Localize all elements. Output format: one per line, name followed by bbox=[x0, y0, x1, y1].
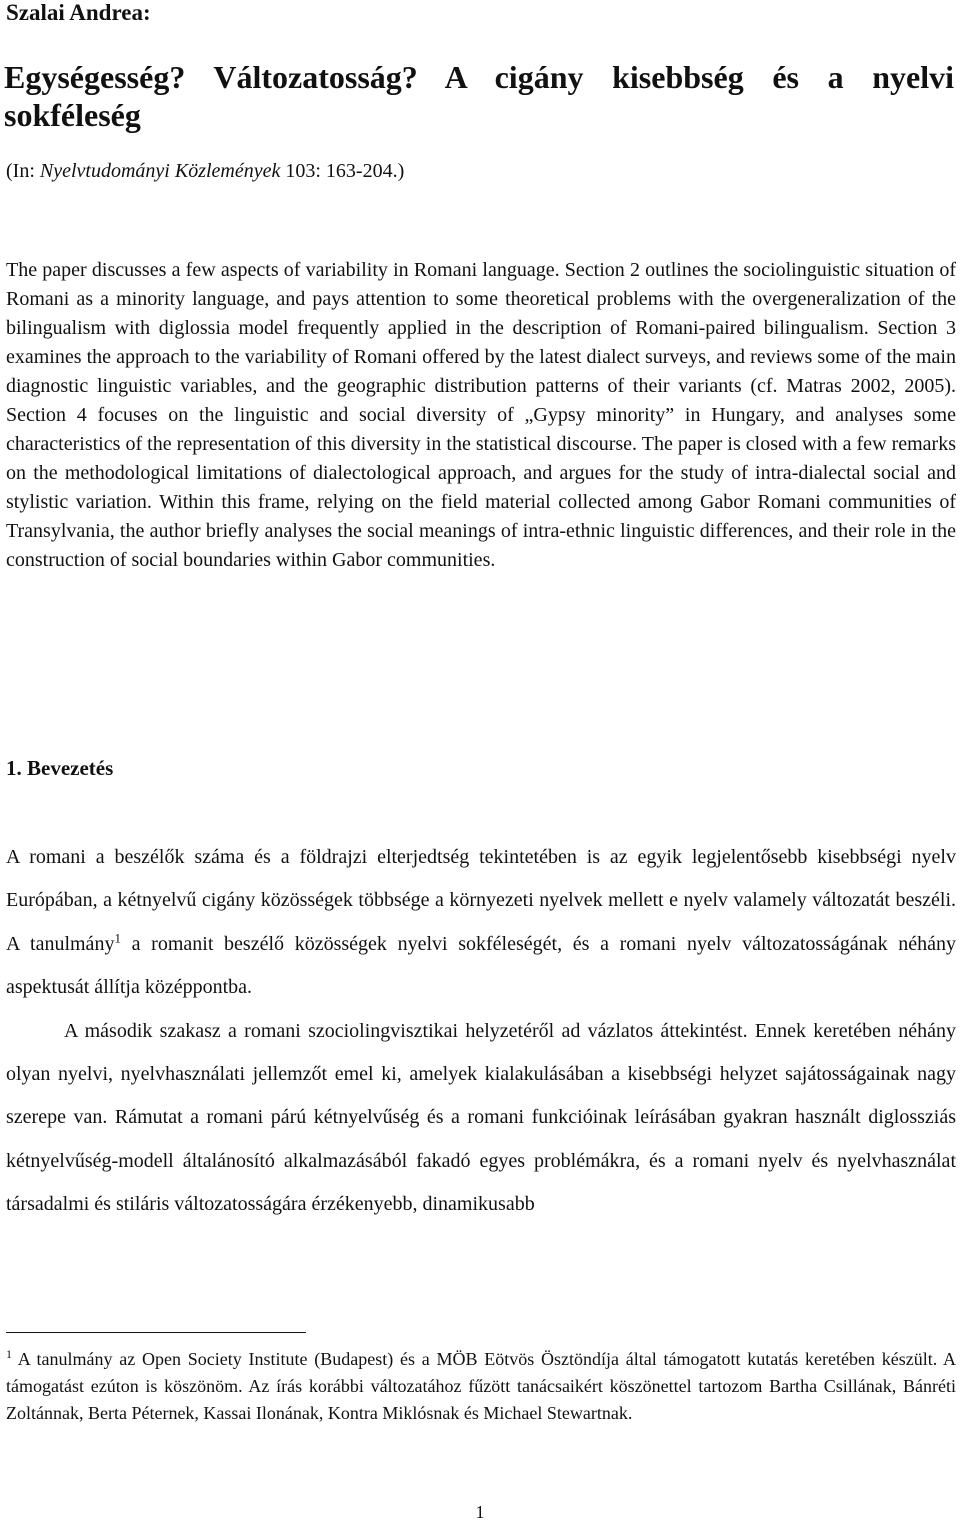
citation-journal: Nyelvtudományi Közlemények bbox=[39, 160, 281, 182]
section-heading: 1. Bevezetés bbox=[6, 756, 114, 780]
footnote-text: A tanulmány az Open Society Institute (Budapest) és a MÖB Eötvös Ösztöndíja által támogatott kutatás keretében készült. A támogatást ezúton is köszönöm. Az írás korábbi változatához fűzött tanácsaikért köszönettel tartozom Bartha Csillának, Bánréti Zoltánnak, Berta Péternek, Kassai Ilonának, Kontra Miklósnak és Michael Stewartnak. bbox=[6, 1349, 956, 1423]
paper-title-line-1: Egységesség? Változatosság? A cigány kisebbség és a nyelvi bbox=[4, 59, 954, 95]
paragraph-1-end: a romanit beszélő közösségek nyelvi sokféleségét, és a romani nyelv változatosságának néhány aspektusát állítja középpontba. bbox=[6, 932, 957, 999]
body-text bbox=[6, 836, 956, 1227]
paragraph-2: A második szakasz a romani szociolingvisztikai helyzetéről ad vázlatos áttekintést. Ennek keretében néhány olyan nyelvi, nyelvhasználati jellemzőt emel ki, amelyek kialakulásában a kisebbségi helyzet sajátosságainak nagy szerepe van. Rámutat a romani párú kétnyelvűség és a romani funkcióinak leírásában gyakran használt diglossziás kétnyelvűség-modell általánosító alkalmazásából fakadó egyes problémákra, és a romani nyelv és nyelvhasználat társadalmi és stiláris változatosságára érzékenyebb, dinamikusabb bbox=[6, 1019, 956, 1216]
abstract: The paper discusses a few aspects of variability in Romani language. Section 2 outlines the sociolinguistic situation of Romani as a minority language, and pays attention to some theoretical problems with the overgeneralization of the bilingualism with diglossia model frequently applied in the description of Romani-paired bilingualism. Section 3 examines the approach to the variability of Romani offered by the latest dialect surveys, and reviews some of the main diagnostic linguistic variables, and the geographic distribution patterns of their variants (cf. Matras 2002, 2005). Section 4 focuses on the linguistic and social diversity of „Gypsy minority” in Hungary, and analyses some characteristics of the representation of this diversity in the statistical discourse. The paper is closed with a few remarks on the methodological limitations of dialectological approach, and argues for the study of intra-dialectal social and stylistic variation. Within this frame, relying on the field material collected among Gabor Romani communities of Transylvania, the author briefly analyses the social meanings of intra-ethnic linguistic differences, and their role in the construction of social boundaries within Gabor communities. bbox=[6, 259, 956, 571]
footnote-number: 1 bbox=[6, 1347, 12, 1361]
citation-suffix: 103: 163-204.) bbox=[280, 160, 405, 182]
footnote bbox=[6, 1346, 956, 1427]
citation bbox=[6, 160, 404, 183]
footnote-separator bbox=[6, 1332, 306, 1333]
footnote-reference[interactable]: 1 bbox=[114, 930, 121, 946]
author-name: Szalai Andrea: bbox=[6, 0, 151, 25]
citation-prefix: (In: bbox=[6, 160, 40, 182]
paper-title-line-2: sokféleség bbox=[4, 97, 141, 133]
page-number: 1 bbox=[475, 1502, 485, 1522]
paragraph-1-start: A romani a beszélők száma és a földrajzi elterjedtség tekintetében is az egyik legjelentősebb kisebbségi nyelv Európában, a kétnyelvű cigány közösségek többsége a környezeti nyelvek mellett e nyelv valamely változatát beszéli. A tanulmány bbox=[6, 846, 956, 955]
